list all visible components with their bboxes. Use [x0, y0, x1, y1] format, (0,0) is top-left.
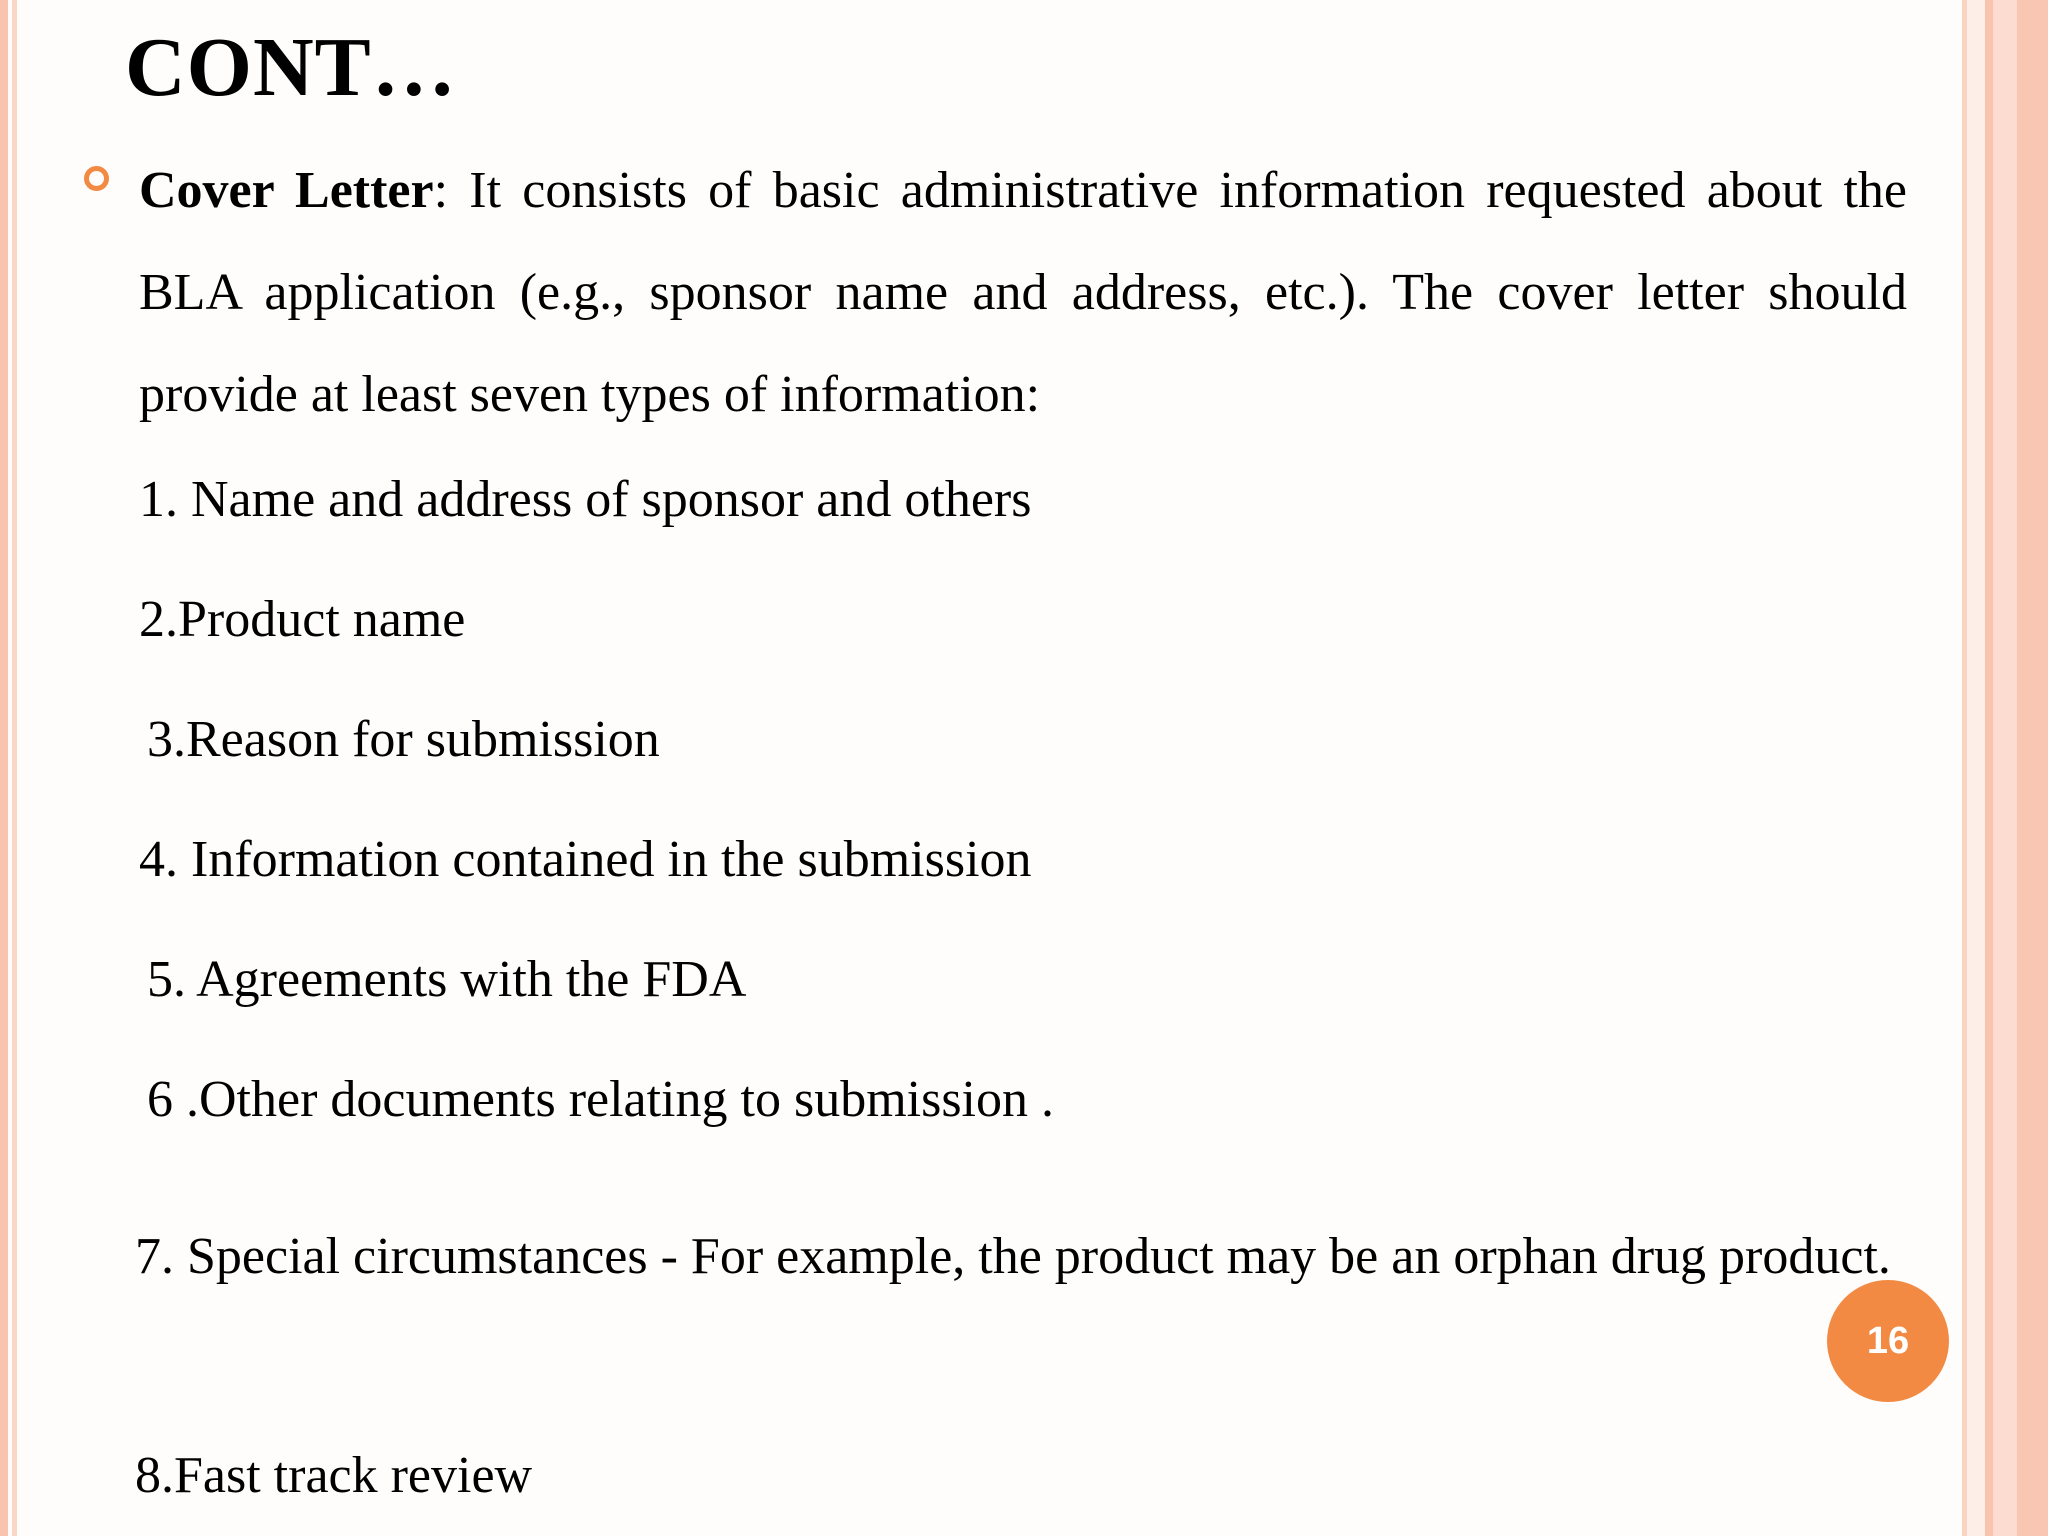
list-item: 7. Special circumstances - For example, the product may be an orphan drug product.: [135, 1228, 1891, 1285]
right-border-stripe: [1993, 0, 2017, 1536]
bullet-circle-icon: [84, 166, 109, 191]
list-item: 5. Agreements with the FDA: [147, 951, 747, 1008]
right-border-stripe: [1967, 0, 1985, 1536]
cover-letter-description: : It consists of basic administrative information requested about the BLA application (e.g., sponsor name and address, etc.). The cover letter should provide at least seven types of information:: [139, 162, 1908, 423]
list-item: 3.Reason for submission: [147, 711, 660, 768]
right-border-stripe: [1985, 0, 1993, 1536]
list-item: 4. Information contained in the submission: [139, 831, 1032, 888]
left-border-stripe: [0, 0, 8, 1536]
slide-title: CONT…: [125, 21, 457, 114]
list-item: 1. Name and address of sponsor and others: [139, 471, 1032, 528]
page-number-badge: 16: [1827, 1280, 1949, 1402]
left-border-stripe-inner: [12, 0, 17, 1536]
list-item: 8.Fast track review: [135, 1447, 533, 1504]
list-item: 6 .Other documents relating to submission .: [147, 1071, 1055, 1128]
right-border-stripe: [2017, 0, 2048, 1536]
cover-letter-term: Cover Letter: [139, 162, 434, 219]
list-item: 2.Product name: [139, 591, 466, 648]
cover-letter-paragraph: [139, 140, 1907, 446]
